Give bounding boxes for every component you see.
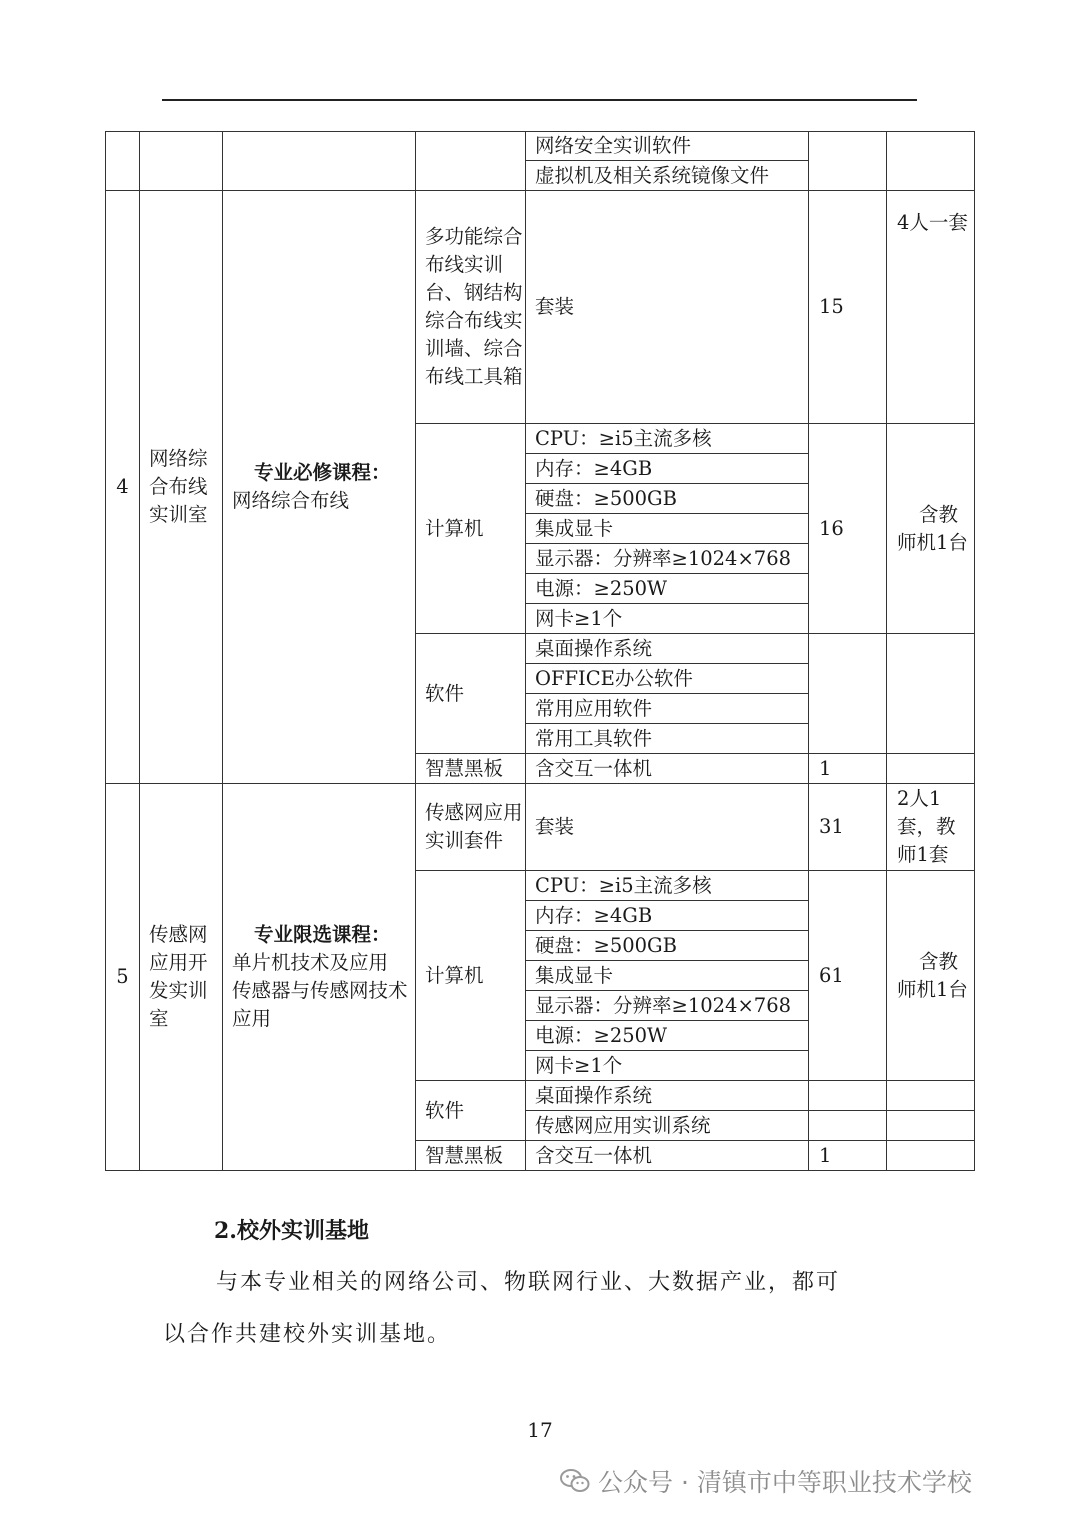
spec-cell: 集成显卡: [526, 514, 809, 544]
quantity-cell: 61: [809, 871, 887, 1081]
note-text: 含教师机1台: [897, 949, 968, 1001]
spec-cell: OFFICE办公软件: [526, 664, 809, 694]
paragraph-line: 以合作共建校外实训基地。: [163, 1322, 452, 1347]
quantity-cell: 1: [809, 1141, 887, 1171]
spec-cell: 电源：≥250W: [526, 574, 809, 604]
spec-cell: 电源：≥250W: [526, 1021, 809, 1051]
course-cell: [223, 784, 416, 1171]
equipment-name: 智慧黑板: [416, 1141, 526, 1171]
spec-cell: 含交互一体机: [526, 1141, 809, 1171]
spec-cell: CPU：≥i5主流多核: [526, 871, 809, 901]
note-cell: [887, 424, 975, 634]
spec-cell: 内存：≥4GB: [526, 901, 809, 931]
equipment-name: 计算机: [416, 424, 526, 634]
note-cell: [887, 871, 975, 1081]
course-name: 单片机技术及应用: [232, 951, 389, 974]
equipment-table: [105, 131, 975, 1171]
watermark: [560, 1463, 972, 1499]
spec-cell: 网卡≥1个: [526, 1051, 809, 1081]
spec-cell: 桌面操作系统: [526, 634, 809, 664]
quantity-cell: 1: [809, 754, 887, 784]
spec-cell: 硬盘：≥500GB: [526, 484, 809, 514]
spec-cell: 虚拟机及相关系统镜像文件: [526, 161, 809, 191]
equipment-name: 软件: [416, 1081, 526, 1141]
course-name: 传感器与传感网技术应用: [232, 979, 408, 1030]
spec-cell: 显示器：分辨率≥1024×768: [526, 991, 809, 1021]
equipment-name: 多功能综合布线实训台、钢结构综合布线实训墙、综合布线工具箱: [416, 191, 526, 424]
quantity-cell: 31: [809, 784, 887, 871]
row-number: 5: [106, 784, 140, 1171]
note-cell: 2人1套，教师1套: [887, 784, 975, 871]
course-label: 专业限选课程：: [254, 923, 391, 946]
course-name: 网络综合布线: [232, 489, 350, 512]
course-label: 专业必修课程：: [254, 461, 391, 484]
spec-cell: 常用工具软件: [526, 724, 809, 754]
table-row: [106, 132, 975, 161]
spec-cell: 含交互一体机: [526, 754, 809, 784]
equipment-name: 软件: [416, 634, 526, 754]
equipment-name: 智慧黑板: [416, 754, 526, 784]
spec-cell: 显示器：分辨率≥1024×768: [526, 544, 809, 574]
table-row: [106, 784, 975, 871]
spec-cell: 网络安全实训软件: [526, 132, 809, 161]
section-title: 2.校外实训基地: [214, 1218, 369, 1244]
room-name: 网络综合布线实训室: [140, 191, 223, 784]
header-rule: [162, 99, 917, 101]
spec-cell: CPU：≥i5主流多核: [526, 424, 809, 454]
note-cell: 4人一套: [887, 191, 975, 424]
watermark-text: 公众号 · 清镇市中等职业技术学校: [598, 1468, 972, 1497]
quantity-cell: 15: [809, 191, 887, 424]
spec-cell: 硬盘：≥500GB: [526, 931, 809, 961]
equipment-name: 计算机: [416, 871, 526, 1081]
spec-cell: 传感网应用实训系统: [526, 1111, 809, 1141]
paragraph-line: 与本专业相关的网络公司、物联网行业、大数据产业，都可: [216, 1270, 841, 1295]
room-name: 传感网应用开发实训室: [140, 784, 223, 1171]
note-text: 含教师机1台: [897, 502, 968, 554]
spec-cell: 套装: [526, 784, 809, 871]
spec-cell: 桌面操作系统: [526, 1081, 809, 1111]
table-row: [106, 191, 975, 424]
spec-cell: 内存：≥4GB: [526, 454, 809, 484]
spec-cell: 网卡≥1个: [526, 604, 809, 634]
course-cell: [223, 191, 416, 784]
spec-cell: 集成显卡: [526, 961, 809, 991]
row-number: 4: [106, 191, 140, 784]
page-number: 17: [527, 1418, 553, 1442]
wechat-icon: [560, 1468, 590, 1494]
equipment-name: 传感网应用实训套件: [416, 784, 526, 871]
quantity-cell: 16: [809, 424, 887, 634]
spec-cell: 套装: [526, 191, 809, 424]
spec-cell: 常用应用软件: [526, 694, 809, 724]
